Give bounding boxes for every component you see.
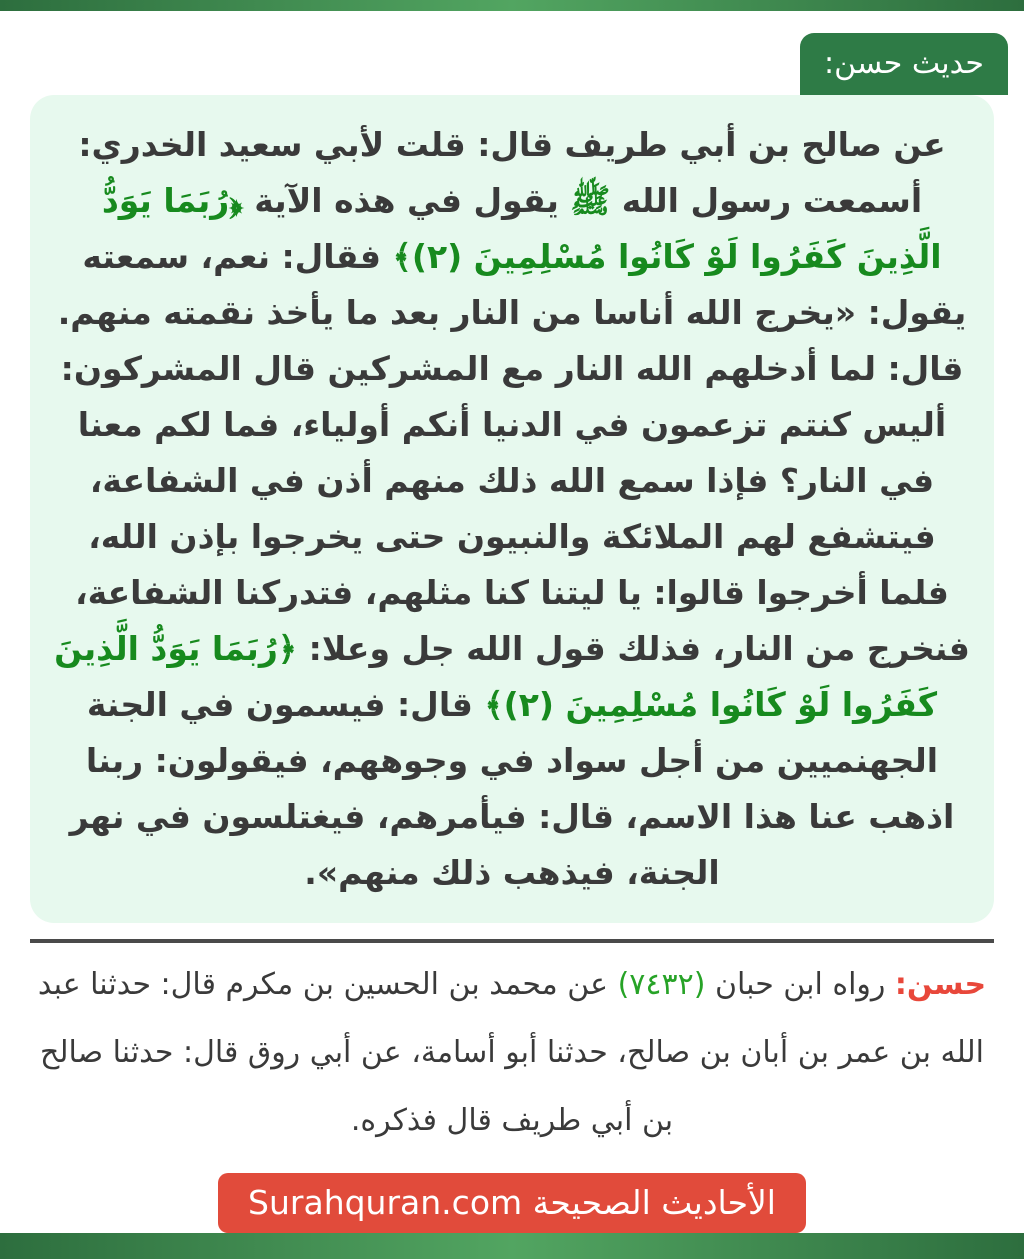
text-segment: فقال: نعم، سمعته يقول: «يخرج الله أناسا من النار بعد ما يأخذ نقمته منهم. قال: لما أدخلهم الله النار مع المشركين قال المشركون: أليس كنتم تزعمون في الدنيا أنكم أولياء، فما لكم معنا في النار؟ فإذا سمع الله ذلك منهم أذن في الشفاعة، فيتشفع لهم الملائكة والنبيون حتى يخرجوا بإذن الله، فلما أخرجوا قالوا: يا ليتنا كنا مثلهم، فتدركنا الشفاعة، فنخرج من النار، فذلك قول الله جل وعلا: bbox=[57, 237, 970, 668]
text-segment: قال: فيسمون في الجنة الجهنميين من أجل سواد في وجوههم، فيقولون: ربنا اذهب عنا هذا الاسم، قال: فيأمرهم، فيغتلسون في نهر الجنة، فيذهب ذلك منهم». bbox=[69, 685, 955, 892]
grading-text bbox=[30, 951, 994, 1155]
hadith-grade-badge: حديث حسن: bbox=[800, 33, 1008, 95]
grade-label: حسن: bbox=[894, 967, 987, 1002]
top-decorative-bar bbox=[0, 0, 1024, 11]
hadith-text bbox=[54, 117, 970, 901]
separator-line bbox=[30, 939, 994, 943]
sallallahu-alayhi-wasallam-glyph: ﷺ bbox=[570, 181, 611, 220]
quran-verse: ﴿رُبَمَا يَوَدُّ الَّذِينَ كَفَرُوا لَوْ كَانُوا مُسْلِمِينَ (٢)﴾ bbox=[101, 181, 942, 276]
text-segment: يقول في هذه الآية bbox=[242, 181, 571, 220]
bottom-decorative-bar bbox=[0, 1233, 1024, 1259]
quran-verse: ﴿رُبَمَا يَوَدُّ الَّذِينَ كَفَرُوا لَوْ كَانُوا مُسْلِمِينَ (٢)﴾ bbox=[54, 629, 938, 724]
hadith-number: (٧٤٣٢) bbox=[617, 967, 706, 1002]
text-segment: عن محمد بن الحسين بن مكرم قال: حدثنا عبد الله بن عمر بن أبان بن صالح، حدثنا أبو أسامة، عن أبي روق قال: حدثنا صالح بن أبي طريف قال فذكره. bbox=[37, 967, 985, 1138]
footer-site-badge[interactable]: الأحاديث الصحيحة Surahquran.com bbox=[218, 1173, 806, 1233]
text-segment: عن صالح بن أبي طريف قال: قلت لأبي سعيد الخدري: أسمعت رسول الله bbox=[78, 125, 946, 220]
text-segment: رواه ابن حبان bbox=[705, 967, 895, 1002]
hadith-text-box bbox=[30, 95, 994, 923]
